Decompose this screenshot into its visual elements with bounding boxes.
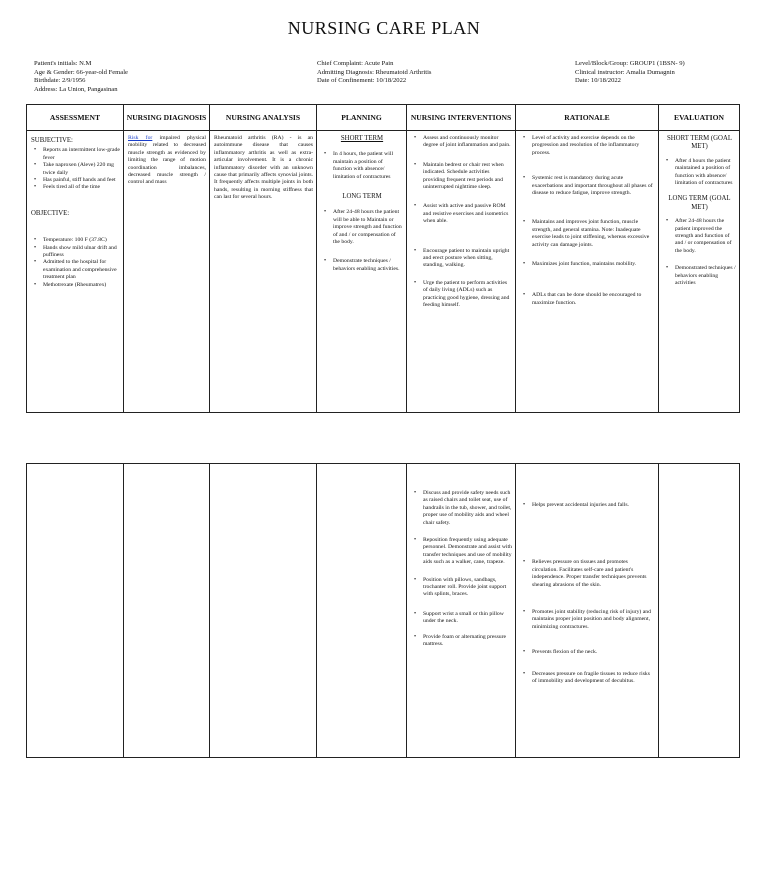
list-item: • Encourage patient to maintain upright and erect posture when sitting, standing, walking. [423, 248, 512, 270]
list-item: • Helps prevent accidental injuries and falls. [532, 502, 655, 509]
planning-short-term-label: SHORT TERM [340, 135, 384, 142]
list-item: • After 24-48 hours the patient improved the strength and function of and / or compensation of the body. [675, 218, 736, 255]
list-item: • ADLs that can be done should be encouraged to maximize function. [532, 292, 655, 307]
planning-long-list [321, 209, 403, 273]
list-item: • Demonstrate techniques / behaviors enabling activities. [333, 258, 403, 273]
list-item: • Support wrist a small or thin pillow under the neck. [423, 611, 512, 626]
interventions-cell [407, 131, 516, 413]
list-item: • Position with pillows, sandbags, trochanter roll. Provide joint support with splints, braces. [423, 577, 512, 599]
subjective-label: SUBJECTIVE: [31, 137, 73, 144]
patient-info [34, 60, 128, 94]
evaluation-long-list [663, 218, 736, 287]
list-item: • Promotes joint stability (reducing risk of injury) and maintains proper joint position and body alignment, minimizing contractures. [532, 609, 655, 631]
plan-date: Date: 10/18/2022 [575, 77, 621, 85]
interventions-list-continued [411, 490, 512, 649]
diagnosis-cell [124, 131, 210, 413]
care-plan-table [26, 104, 740, 413]
list-item: • Feels tired all of the time [43, 184, 120, 191]
rationale-cell-continued [516, 464, 659, 758]
evaluation-cell [659, 131, 740, 413]
evaluation-short-list [663, 158, 736, 188]
objective-label: OBJECTIVE: [31, 209, 70, 217]
list-item: • Provide foam or alternating pressure mattress. [423, 634, 512, 649]
interventions-cell-continued [407, 464, 516, 758]
admission-info [317, 60, 431, 86]
list-item: • In 4 hours, the patient will maintain a position of function with absence/ limitation of contractures [333, 151, 403, 181]
list-item: • Hands show mild ulnar drift and puffiness [43, 245, 120, 260]
patient-address: Address: La Union, Pangasinan [34, 85, 118, 93]
clinical-instructor: Clinical instructor: Amalia Dumagnin [575, 68, 675, 76]
list-item: • After 24-48 hours the patient will be able to Maintain or improve strength and function of and / or compensation of the body. [333, 209, 403, 246]
list-item: • Temperature: 100 F (37.8C) [43, 237, 120, 244]
group-level: Level/Block/Group: GROUP1 (1BSN- 9) [575, 60, 685, 67]
list-item: • Discuss and provide safety needs such as raised chairs and toilet seat, use of handrails in the tub, shower, and toilet, proper use of mobility aids and wheel chair safety. [423, 490, 512, 527]
list-item: • Admitted to the hospital for examination and comprehensive treatment plan [43, 259, 120, 281]
list-item: • Decreases pressure on fragile tissues to reduce risks of immobility and development of decubitus. [532, 671, 655, 686]
list-item: • Reports an intermittent low-grade fever [43, 147, 120, 162]
column-header-interventions: NURSING INTERVENTIONS [407, 105, 516, 131]
group-info [575, 60, 685, 86]
planning-cell [317, 131, 407, 413]
list-item: • Demonstrated techniques / behaviors enabling activities [675, 265, 736, 287]
chief-complaint: Chief Complaint: Acute Pain [317, 60, 394, 67]
diagnosis-link[interactable]: Risk for [128, 135, 153, 141]
rationale-list [520, 135, 655, 307]
objective-list [31, 237, 120, 289]
diagnosis-cell-continued [124, 464, 210, 758]
patient-birthdate: Birthdate: 2/9/1956 [34, 77, 86, 85]
column-header-planning: PLANNING [317, 105, 407, 131]
analysis-cell-continued [210, 464, 317, 758]
list-item: • Assess and continuously monitor degree of joint inflammation and pain. [423, 135, 512, 150]
list-item: • Assist with active and passive ROM and resistive exercises and isometrics when able. [423, 203, 512, 225]
evaluation-long-term-label: LONG TERM (GOAL MET) [668, 195, 731, 211]
list-item: • Take naproxen (Aleve) 220 mg twice daily [43, 162, 120, 177]
page-title: NURSING CARE PLAN [287, 18, 481, 38]
list-item: • Prevents flexion of the neck. [532, 649, 655, 656]
analysis-text: Rheumatoid arthritis (RA) - is an autoimmune disease that causes inflammatory arthritis as well as extra-articular involvement. It is a chronic inflammatory disorder with an unknown cause that primarily affects synovial joints. It frequently affects multiple joints in both hands, resulting in morning stiffness that can last for several hours. [214, 135, 313, 201]
planning-long-term-label: LONG TERM [342, 193, 382, 201]
rationale-list-continued [520, 502, 655, 685]
list-item: • Has painful, stiff hands and feet [43, 177, 120, 184]
column-header-analysis: NURSING ANALYSIS [210, 105, 317, 131]
planning-cell-continued [317, 464, 407, 758]
list-item: • Reposition frequently using adequate personnel. Demonstrate and assist with transfer techniques and use of mobility aids such as a walker, cane, trapeze. [423, 537, 512, 567]
list-item: • Relieves pressure on tissues and promotes circulation. Facilitates self-care and patient's independence. Proper transfer techniques prevents shearing abrasions of the skin. [532, 559, 655, 589]
list-item: • Systemic rest is mandatory during acute exacerbations and important throughout all phases of disease to reduce fatigue, improve strength. [532, 175, 655, 197]
column-header-diagnosis: NURSING DIAGNOSIS [124, 105, 210, 131]
confinement-date: Date of Confinement: 10/18/2022 [317, 77, 407, 85]
rationale-cell [516, 131, 659, 413]
diagnosis-text: impaired physical mobility related to decreased muscle strength as evidenced by limiting the range of motion coordination imbalances, decreased muscle strength / control and mass [128, 135, 207, 186]
interventions-list [411, 135, 512, 310]
list-item: • Maintains and improves joint function, muscle strength, and general stamina. Note: Inadequate exercise leads to joint stiffening, whereas excessive activity can damage joints. [532, 219, 655, 249]
care-plan-table-continued [26, 463, 740, 758]
column-header-rationale: RATIONALE [516, 105, 659, 131]
assessment-cell [27, 131, 124, 413]
planning-short-list [321, 151, 403, 181]
patient-initials: Patient's initials: N.M [34, 60, 92, 67]
column-header-evaluation: EVALUATION [659, 105, 740, 131]
list-item: • Methotrexate (Rheumatrex) [43, 282, 120, 289]
column-header-assessment: ASSESSMENT [27, 105, 124, 131]
analysis-cell [210, 131, 317, 413]
list-item: • Level of activity and exercise depends on the progression and resolution of the inflammatory process. [532, 135, 655, 157]
list-item: • Maximizes joint function, maintains mobility. [532, 261, 655, 268]
list-item: • After 4 hours the patient maintained a position of function with absence/ limitation of contractures [675, 158, 736, 188]
assessment-cell-continued [27, 464, 124, 758]
list-item: • Maintain bedrest or chair rest when indicated. Schedule activities providing frequent rest periods and uninterrupted nighttime sleep. [423, 162, 512, 192]
patient-age-gender: Age & Gender: 66-year-old Female [34, 68, 128, 76]
subjective-list [31, 147, 120, 191]
list-item: • Urge the patient to perform activities of daily living (ADLs) such as practicing good hygiene, dressing and feeding himself. [423, 280, 512, 310]
evaluation-short-term-label: SHORT TERM (GOAL MET) [666, 135, 733, 151]
evaluation-cell-continued [659, 464, 740, 758]
admitting-diagnosis: Admitting Diagnosis: Rheumatoid Arthritis [317, 68, 432, 76]
